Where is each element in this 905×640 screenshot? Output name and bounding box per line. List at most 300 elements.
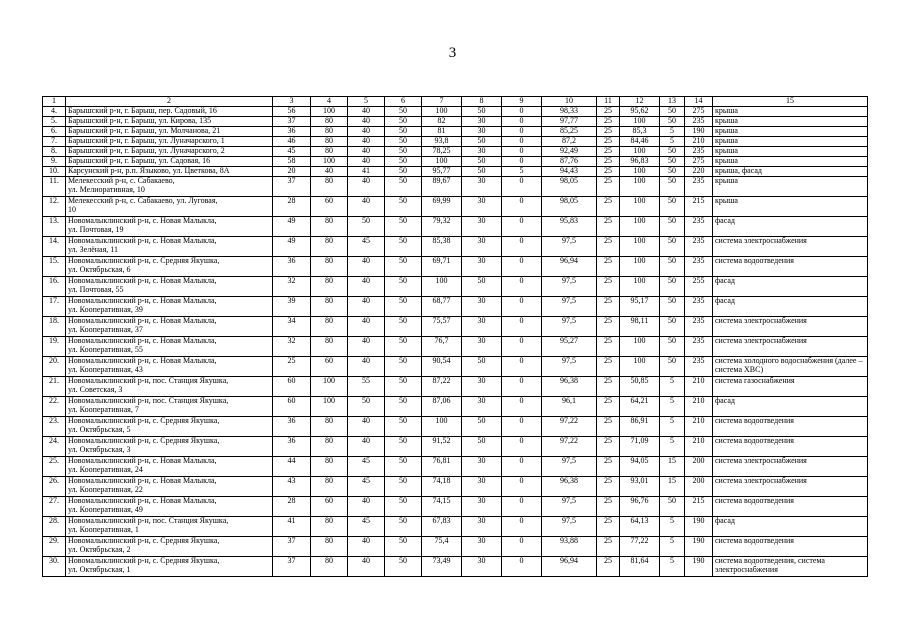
address-line: Карсунский р-н, р.п. Языково, ул. Цветкова, 8А (68, 166, 230, 175)
address-line: Новомалыклинский р-н, с. Новая Малыкла, (68, 236, 217, 245)
value-cell: 64,13 (620, 517, 660, 537)
value-cell: 80 (311, 177, 348, 197)
table-row (43, 177, 868, 197)
address-line: Мелекесский р-н, с. Сабакаево, (68, 176, 175, 185)
work-type-cell: крыша (713, 107, 868, 117)
value-cell: 45 (273, 147, 311, 157)
table-row (43, 457, 868, 477)
value-cell: 40 (348, 337, 385, 357)
value-cell: 97,5 (542, 517, 597, 537)
row-number-cell: 11. (43, 177, 66, 197)
address-cell (66, 557, 273, 577)
address-cell (66, 217, 273, 237)
value-cell: 28 (273, 197, 311, 217)
work-type-cell: система электроснабжения (713, 317, 868, 337)
address-cell (66, 477, 273, 497)
value-cell: 36 (273, 127, 311, 137)
address-cell (66, 377, 273, 397)
address-cell (66, 397, 273, 417)
address-line: Новомалыклинский р-н, с. Средняя Якушка, (68, 556, 220, 565)
address-cell (66, 157, 273, 167)
table-row (43, 297, 868, 317)
value-cell: 40 (348, 147, 385, 157)
table-row (43, 477, 868, 497)
value-cell: 37 (273, 117, 311, 127)
value-cell: 40 (348, 107, 385, 117)
value-cell: 100 (311, 157, 348, 167)
value-cell: 82 (422, 117, 462, 127)
table-row (43, 217, 868, 237)
header-cell: 7 (422, 97, 462, 107)
work-type-cell: крыша (713, 147, 868, 157)
address-line: Новомалыклинский р-н, с. Средняя Якушка, (68, 436, 220, 445)
work-type-cell: крыша (713, 177, 868, 197)
work-type-cell: крыша (713, 117, 868, 127)
value-cell: 0 (502, 537, 542, 557)
address-cell (66, 197, 273, 217)
address-line: ул. Октябрьская, 1 (68, 564, 131, 574)
value-cell: 210 (685, 437, 713, 457)
value-cell: 100 (620, 117, 660, 127)
address-line: ул. Кооперативная, 24 (68, 464, 143, 474)
value-cell: 50 (385, 517, 422, 537)
value-cell: 5 (660, 417, 685, 437)
value-cell: 97,5 (542, 457, 597, 477)
address-cell (66, 537, 273, 557)
value-cell: 80 (311, 117, 348, 127)
address-cell (66, 417, 273, 437)
work-type-cell: крыша (713, 137, 868, 147)
value-cell: 97,22 (542, 417, 597, 437)
address-line: Новомалыклинский р-н, с. Новая Малыкла, (68, 316, 217, 325)
address-line: ул. Кооперативная, 1 (68, 524, 139, 534)
address-line: ул. Кооперативная, 7 (68, 404, 139, 414)
value-cell: 25 (597, 537, 620, 557)
value-cell: 25 (597, 497, 620, 517)
work-type-cell: система электроснабжения (713, 337, 868, 357)
row-number-cell: 7. (43, 137, 66, 147)
value-cell: 25 (597, 457, 620, 477)
value-cell: 30 (462, 147, 502, 157)
value-cell: 87,06 (422, 397, 462, 417)
value-cell: 37 (273, 177, 311, 197)
row-number-cell: 4. (43, 107, 66, 117)
value-cell: 41 (348, 167, 385, 177)
value-cell: 97,22 (542, 437, 597, 457)
work-type-cell: фасад (713, 517, 868, 537)
value-cell: 30 (462, 517, 502, 537)
value-cell: 50 (660, 177, 685, 197)
value-cell: 44 (273, 457, 311, 477)
value-cell: 41 (273, 517, 311, 537)
value-cell: 25 (597, 137, 620, 147)
value-cell: 80 (311, 217, 348, 237)
address-line: ул. Кооперативная, 43 (68, 364, 143, 374)
value-cell: 30 (462, 377, 502, 397)
address-line: ул. Советская, 3 (68, 384, 123, 394)
row-number-cell: 16. (43, 277, 66, 297)
table-row (43, 397, 868, 417)
address-line: Новомалыклинский р-н, с. Средняя Якушка, (68, 416, 220, 425)
address-line: Барышский р-н, г. Барыш, ул. Луначарского, 2 (68, 146, 225, 155)
value-cell: 97,5 (542, 497, 597, 517)
table-row (43, 377, 868, 397)
value-cell: 100 (311, 107, 348, 117)
value-cell: 0 (502, 107, 542, 117)
header-cell: 15 (713, 97, 868, 107)
row-number-cell: 26. (43, 477, 66, 497)
address-line: ул. Мелиоративная, 10 (68, 184, 145, 194)
value-cell: 25 (597, 517, 620, 537)
header-cell: 2 (66, 97, 273, 107)
row-number-cell: 17. (43, 297, 66, 317)
value-cell: 50 (660, 147, 685, 157)
value-cell: 25 (597, 107, 620, 117)
row-number-cell: 20. (43, 357, 66, 377)
value-cell: 30 (462, 477, 502, 497)
table-row (43, 127, 868, 137)
value-cell: 80 (311, 437, 348, 457)
value-cell: 235 (685, 177, 713, 197)
value-cell: 30 (462, 117, 502, 127)
address-line: Новомалыклинский р-н, пос. Станция Якушка, (68, 376, 229, 385)
value-cell: 98,05 (542, 197, 597, 217)
value-cell: 55 (348, 377, 385, 397)
value-cell: 190 (685, 557, 713, 577)
row-number-cell: 9. (43, 157, 66, 167)
address-line: Барышский р-н, г. Барыш, ул. Кирова, 135 (68, 116, 212, 125)
value-cell: 37 (273, 537, 311, 557)
address-line: ул. Октябрьская, 5 (68, 424, 131, 434)
value-cell: 50 (348, 397, 385, 417)
value-cell: 86,91 (620, 417, 660, 437)
value-cell: 50 (385, 127, 422, 137)
address-cell (66, 437, 273, 457)
value-cell: 50 (462, 107, 502, 117)
value-cell: 50 (385, 237, 422, 257)
value-cell: 50 (660, 197, 685, 217)
work-type-cell: система электроснабжения (713, 457, 868, 477)
value-cell: 40 (348, 177, 385, 197)
value-cell: 30 (462, 537, 502, 557)
value-cell: 93,8 (422, 137, 462, 147)
value-cell: 0 (502, 277, 542, 297)
address-line: Новомалыклинский р-н, с. Новая Малыкла, (68, 476, 217, 485)
value-cell: 74,15 (422, 497, 462, 517)
address-cell (66, 127, 273, 137)
value-cell: 96,76 (620, 497, 660, 517)
value-cell: 40 (348, 317, 385, 337)
value-cell: 5 (660, 397, 685, 417)
work-type-cell: крыша (713, 157, 868, 167)
value-cell: 50 (660, 237, 685, 257)
value-cell: 0 (502, 477, 542, 497)
value-cell: 45 (348, 457, 385, 477)
work-type-cell: система водоотведения (713, 437, 868, 457)
value-cell: 45 (348, 237, 385, 257)
row-number-cell: 18. (43, 317, 66, 337)
value-cell: 50 (462, 167, 502, 177)
value-cell: 96,38 (542, 477, 597, 497)
address-line: Барышский р-н, г. Барыш, ул. Садовая, 16 (68, 156, 211, 165)
value-cell: 50 (660, 217, 685, 237)
value-cell: 60 (311, 357, 348, 377)
value-cell: 0 (502, 377, 542, 397)
value-cell: 100 (620, 177, 660, 197)
value-cell: 30 (462, 197, 502, 217)
value-cell: 220 (685, 167, 713, 177)
address-cell (66, 337, 273, 357)
row-number-cell: 28. (43, 517, 66, 537)
value-cell: 25 (597, 197, 620, 217)
value-cell: 95,77 (422, 167, 462, 177)
value-cell: 30 (462, 237, 502, 257)
row-number-cell: 24. (43, 437, 66, 457)
value-cell: 50 (385, 167, 422, 177)
work-type-cell: система электроснабжения (713, 237, 868, 257)
value-cell: 0 (502, 357, 542, 377)
value-cell: 50 (660, 297, 685, 317)
value-cell: 50 (385, 557, 422, 577)
value-cell: 78,25 (422, 147, 462, 157)
address-cell (66, 147, 273, 157)
table-row (43, 557, 868, 577)
work-type-cell: фасад (713, 217, 868, 237)
value-cell: 43 (273, 477, 311, 497)
value-cell: 49 (273, 237, 311, 257)
value-cell: 275 (685, 157, 713, 167)
value-cell: 50 (385, 137, 422, 147)
value-cell: 50 (385, 277, 422, 297)
value-cell: 80 (311, 137, 348, 147)
address-line: Барышский р-н, г. Барыш, ул. Молчанова, 21 (68, 126, 221, 135)
value-cell: 50 (660, 157, 685, 167)
header-cell: 14 (685, 97, 713, 107)
value-cell: 60 (311, 197, 348, 217)
value-cell: 50 (385, 157, 422, 167)
row-number-cell: 12. (43, 197, 66, 217)
address-line: Барышский р-н, г. Барыш, пер. Садовый, 16 (68, 106, 217, 115)
value-cell: 50 (660, 107, 685, 117)
work-type-cell: система холодного водоснабжения (далее – система ХВС) (713, 357, 868, 377)
value-cell: 74,18 (422, 477, 462, 497)
value-cell: 40 (348, 137, 385, 147)
row-number-cell: 21. (43, 377, 66, 397)
value-cell: 94,05 (620, 457, 660, 477)
address-line: ул. Октябрьская, 6 (68, 264, 131, 274)
value-cell: 100 (620, 257, 660, 277)
value-cell: 50 (385, 477, 422, 497)
value-cell: 25 (597, 127, 620, 137)
address-line: Барышский р-н, г. Барыш, ул. Луначарского, 1 (68, 136, 225, 145)
value-cell: 37 (273, 557, 311, 577)
value-cell: 92,49 (542, 147, 597, 157)
value-cell: 235 (685, 147, 713, 157)
value-cell: 50 (385, 437, 422, 457)
work-type-cell: крыша, фасад (713, 167, 868, 177)
value-cell: 98,11 (620, 317, 660, 337)
value-cell: 5 (660, 537, 685, 557)
value-cell: 85,3 (620, 127, 660, 137)
value-cell: 40 (348, 197, 385, 217)
value-cell: 93,88 (542, 537, 597, 557)
header-cell: 3 (273, 97, 311, 107)
value-cell: 50 (385, 357, 422, 377)
address-cell (66, 357, 273, 377)
value-cell: 50 (385, 497, 422, 517)
value-cell: 98,05 (542, 177, 597, 197)
value-cell: 45 (348, 517, 385, 537)
address-line: ул. Почтовая, 19 (68, 224, 124, 234)
value-cell: 73,49 (422, 557, 462, 577)
value-cell: 25 (597, 357, 620, 377)
table-row (43, 497, 868, 517)
value-cell: 64,21 (620, 397, 660, 417)
value-cell: 190 (685, 127, 713, 137)
value-cell: 5 (660, 137, 685, 147)
value-cell: 50 (385, 177, 422, 197)
value-cell: 30 (462, 217, 502, 237)
value-cell: 40 (348, 557, 385, 577)
value-cell: 100 (422, 107, 462, 117)
value-cell: 235 (685, 317, 713, 337)
value-cell: 0 (502, 157, 542, 167)
row-number-cell: 27. (43, 497, 66, 517)
address-line: Новомалыклинский р-н, с. Средняя Якушка, (68, 256, 220, 265)
value-cell: 235 (685, 217, 713, 237)
work-type-cell: фасад (713, 297, 868, 317)
value-cell: 50 (660, 337, 685, 357)
header-cell: 6 (385, 97, 422, 107)
table-row (43, 157, 868, 167)
value-cell: 85,38 (422, 237, 462, 257)
value-cell: 95,17 (620, 297, 660, 317)
value-cell: 25 (597, 557, 620, 577)
value-cell: 50 (660, 167, 685, 177)
work-type-cell: фасад (713, 277, 868, 297)
value-cell: 50 (660, 317, 685, 337)
value-cell: 32 (273, 337, 311, 357)
address-line: Новомалыклинский р-н, с. Новая Малыкла, (68, 336, 217, 345)
row-number-cell: 10. (43, 167, 66, 177)
value-cell: 0 (502, 137, 542, 147)
page-number: 3 (448, 45, 457, 61)
table-row (43, 417, 868, 437)
row-number-cell: 15. (43, 257, 66, 277)
value-cell: 25 (597, 317, 620, 337)
value-cell: 100 (620, 237, 660, 257)
value-cell: 40 (348, 277, 385, 297)
value-cell: 210 (685, 417, 713, 437)
work-type-cell: система водоотведения (713, 417, 868, 437)
value-cell: 25 (597, 237, 620, 257)
value-cell: 50 (385, 257, 422, 277)
address-cell (66, 257, 273, 277)
address-cell (66, 497, 273, 517)
value-cell: 40 (348, 537, 385, 557)
value-cell: 76,7 (422, 337, 462, 357)
value-cell: 50 (385, 397, 422, 417)
value-cell: 30 (462, 457, 502, 477)
work-type-cell: крыша (713, 197, 868, 217)
value-cell: 50 (462, 157, 502, 167)
table-row (43, 167, 868, 177)
value-cell: 30 (462, 257, 502, 277)
value-cell: 5 (502, 167, 542, 177)
table-row (43, 237, 868, 257)
address-line: Новомалыклинский р-н, с. Новая Малыкла, (68, 456, 217, 465)
value-cell: 100 (620, 147, 660, 157)
value-cell: 60 (311, 497, 348, 517)
address-cell (66, 457, 273, 477)
header-cell: 8 (462, 97, 502, 107)
value-cell: 215 (685, 497, 713, 517)
value-cell: 81 (422, 127, 462, 137)
work-type-cell: система водоотведения, система электроснабжения (713, 557, 868, 577)
value-cell: 50 (385, 377, 422, 397)
address-line: Новомалыклинский р-н, с. Новая Малыкла, (68, 496, 217, 505)
value-cell: 0 (502, 177, 542, 197)
address-line: ул. Кооперативная, 39 (68, 304, 143, 314)
address-cell (66, 517, 273, 537)
value-cell: 36 (273, 437, 311, 457)
address-cell (66, 167, 273, 177)
value-cell: 25 (597, 297, 620, 317)
value-cell: 50 (348, 217, 385, 237)
row-number-cell: 23. (43, 417, 66, 437)
work-type-cell: система водоотведения (713, 497, 868, 517)
value-cell: 30 (462, 497, 502, 517)
address-cell (66, 137, 273, 147)
address-line: Новомалыклинский р-н, пос. Станция Якушка, (68, 516, 229, 525)
address-line: Новомалыклинский р-н, с. Новая Малыкла, (68, 216, 217, 225)
address-cell (66, 107, 273, 117)
value-cell: 80 (311, 127, 348, 137)
value-cell: 79,32 (422, 217, 462, 237)
value-cell: 15 (660, 457, 685, 477)
value-cell: 97,5 (542, 297, 597, 317)
value-cell: 255 (685, 277, 713, 297)
value-cell: 96,94 (542, 257, 597, 277)
value-cell: 60 (273, 377, 311, 397)
header-cell: 4 (311, 97, 348, 107)
value-cell: 25 (597, 147, 620, 157)
value-cell: 5 (660, 517, 685, 537)
value-cell: 50 (462, 277, 502, 297)
value-cell: 96,83 (620, 157, 660, 167)
value-cell: 81,64 (620, 557, 660, 577)
value-cell: 46 (273, 137, 311, 147)
row-number-cell: 6. (43, 127, 66, 137)
table-row (43, 257, 868, 277)
value-cell: 75,57 (422, 317, 462, 337)
value-cell: 50 (660, 117, 685, 127)
value-cell: 210 (685, 397, 713, 417)
value-cell: 50 (385, 537, 422, 557)
work-type-cell: система электроснабжения (713, 477, 868, 497)
value-cell: 87,2 (542, 137, 597, 147)
value-cell: 100 (620, 217, 660, 237)
value-cell: 40 (348, 437, 385, 457)
value-cell: 235 (685, 297, 713, 317)
address-line: Новомалыклинский р-н, с. Новая Малыкла, (68, 296, 217, 305)
value-cell: 32 (273, 277, 311, 297)
value-cell: 80 (311, 517, 348, 537)
value-cell: 50,85 (620, 377, 660, 397)
value-cell: 5 (660, 437, 685, 457)
value-cell: 100 (620, 337, 660, 357)
value-cell: 80 (311, 557, 348, 577)
